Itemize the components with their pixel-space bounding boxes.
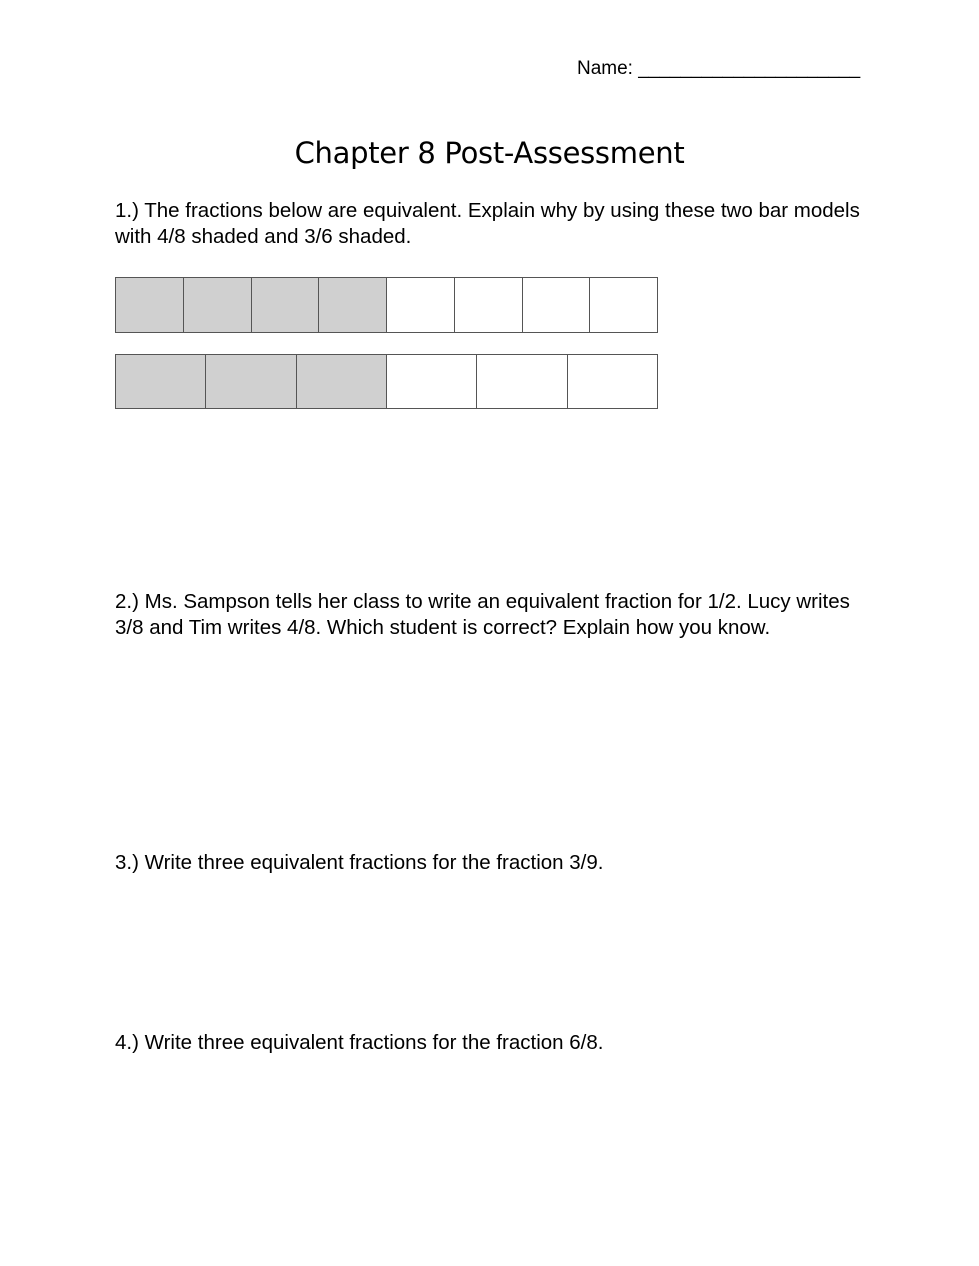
bar-cell-shaded: [184, 278, 252, 332]
bar-cell-unshaded: [455, 278, 523, 332]
question-1: 1.) The fractions below are equivalent. Explain why by using these two bar models with 4/8 shaded and 3/6 shaded.: [115, 199, 860, 248]
name-field-label: Name: _____________________: [577, 58, 861, 79]
bar-model-sixths: [115, 354, 658, 409]
bar-cell-shaded: [319, 278, 387, 332]
bar-cell-unshaded: [568, 355, 657, 408]
question-2: 2.) Ms. Sampson tells her class to write an equivalent fraction for 1/2. Lucy writes 3/8 and Tim writes 4/8. Which student is correct? Explain how you know.: [115, 590, 850, 639]
page-title: Chapter 8 Post-Assessment: [294, 136, 685, 170]
bar-cell-unshaded: [590, 278, 657, 332]
bar-cell-shaded: [116, 355, 206, 408]
bar-cell-shaded: [297, 355, 387, 408]
bar-cell-shaded: [116, 278, 184, 332]
bar-cell-shaded: [206, 355, 296, 408]
bar-cell-unshaded: [387, 278, 455, 332]
bar-cell-unshaded: [387, 355, 477, 408]
bar-cell-unshaded: [477, 355, 567, 408]
question-3: 3.) Write three equivalent fractions for the fraction 3/9.: [115, 851, 604, 874]
question-4: 4.) Write three equivalent fractions for the fraction 6/8.: [115, 1031, 604, 1054]
bar-cell-unshaded: [523, 278, 591, 332]
bar-cell-shaded: [252, 278, 320, 332]
bar-model-eighths: [115, 277, 658, 333]
